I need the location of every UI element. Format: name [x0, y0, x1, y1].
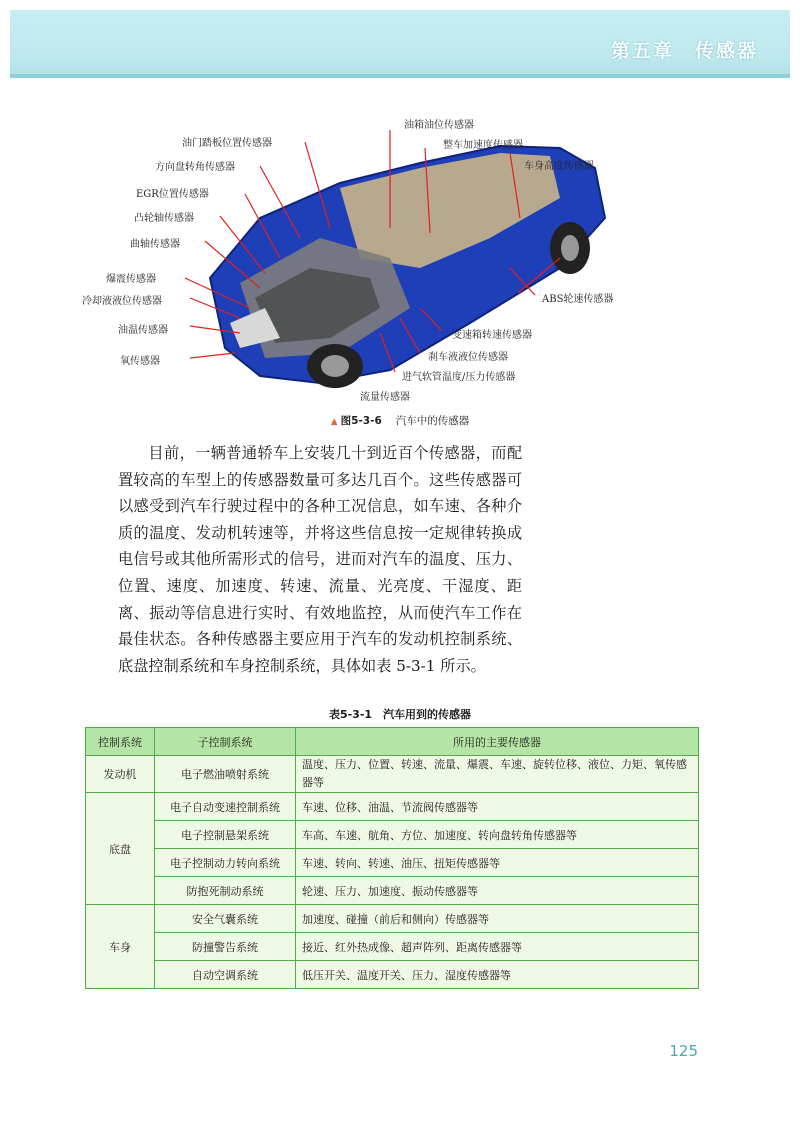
subsystem-cell: 防抱死制动系统 [155, 877, 296, 905]
sensors-cell: 接近、红外热成像、超声阵列、距离传感器等 [296, 933, 699, 961]
figure-caption-text: 汽车中的传感器 [395, 415, 470, 427]
sensors-cell: 车速、位移、油温、节流阀传感器等 [296, 793, 699, 821]
label-knock-sensor: 爆震传感器 [106, 274, 156, 285]
figure-caption [0, 413, 800, 428]
car-sensor-figure [82, 108, 710, 403]
sensors-cell: 加速度、碰撞（前后和侧向）传感器等 [296, 905, 699, 933]
system-cell: 车身 [86, 905, 155, 989]
sensors-cell: 车高、车速、航角、方位、加速度、转向盘转角传感器等 [296, 821, 699, 849]
table-row [86, 849, 699, 877]
system-cell: 底盘 [86, 793, 155, 905]
sensors-cell: 车速、转向、转速、油压、扭矩传感器等 [296, 849, 699, 877]
label-body-height-sensor: 车身高度传感器 [524, 161, 594, 172]
system-cell: 发动机 [86, 756, 155, 793]
subsystem-cell: 自动空调系统 [155, 961, 296, 989]
sensor-table [85, 727, 699, 989]
sensors-cell: 低压开关、温度开关、压力、湿度传感器等 [296, 961, 699, 989]
label-flow-sensor: 流量传感器 [360, 392, 410, 403]
table-row [86, 905, 699, 933]
label-egr-position-sensor: EGR位置传感器 [136, 189, 209, 200]
table-row [86, 933, 699, 961]
label-oxygen-sensor: 氧传感器 [120, 356, 160, 367]
car-illustration [90, 108, 710, 400]
label-coolant-level-sensor: 冷却液液位传感器 [82, 296, 162, 307]
label-transmission-speed-sensor: 变速箱转速传感器 [452, 330, 532, 341]
label-intake-temp-pressure-sensor: 进气软管温度/压力传感器 [402, 372, 516, 383]
body-paragraph [118, 440, 522, 679]
label-crankshaft-sensor: 曲轴传感器 [130, 239, 180, 250]
sensors-cell: 轮速、压力、加速度、振动传感器等 [296, 877, 699, 905]
subsystem-cell: 电子控制动力转向系统 [155, 849, 296, 877]
table-header-row [86, 728, 699, 756]
table-row [86, 877, 699, 905]
label-abs-wheel-speed-sensor: ABS轮速传感器 [542, 294, 614, 305]
label-throttle-pedal-sensor: 油门踏板位置传感器 [182, 138, 272, 149]
label-brake-fluid-level-sensor: 刹车液液位传感器 [428, 352, 508, 363]
table-row [86, 756, 699, 793]
label-camshaft-sensor: 凸轮轴传感器 [134, 213, 194, 224]
chapter-title: 第五章 传感器 [610, 40, 758, 62]
label-vehicle-acceleration-sensor: 整车加速度传感器 [443, 140, 523, 151]
label-fuel-level-sensor: 油箱油位传感器 [404, 120, 474, 131]
table-title: 表5-3-1 汽车用到的传感器 [328, 708, 472, 721]
figure-number: 图5-3-6 [340, 415, 382, 427]
table-row [86, 821, 699, 849]
paragraph-text: 目前，一辆普通轿车上安装几十到近百个传感器，而配置较高的车型上的传感器数量可多达几百个。这些传感器可以感受到汽车行驶过程中的各种工况信息，如车速、各种介质的温度、发动机转速等，并将这些信息按一定规律转换成电信号或其他所需形式的信号，进而对汽车的温度、压力、位置、速度、加速度、转速、流量、光亮度、干湿度、距离、振动等信息进行实时、有效地监控，从而使汽车工作在最佳状态。各种传感器主要应用于汽车的发动机控制系统、底盘控制系统和车身控制系统，具体如表 5-3-1 所示。 [118, 444, 522, 675]
page-number: 125 [669, 1042, 698, 1060]
subsystem-cell: 电子控制悬架系统 [155, 821, 296, 849]
sensors-cell: 温度、压力、位置、转速、流量、爆震、车速、旋转位移、液位、力矩、氧传感器等 [296, 756, 699, 793]
table-row [86, 793, 699, 821]
header-cell: 控制系统 [86, 728, 155, 756]
subsystem-cell: 电子自动变速控制系统 [155, 793, 296, 821]
label-oil-temp-sensor: 油温传感器 [118, 325, 168, 336]
subsystem-cell: 防撞警告系统 [155, 933, 296, 961]
label-steering-angle-sensor: 方向盘转角传感器 [155, 162, 235, 173]
table-row [86, 961, 699, 989]
triangle-icon: ▲ [330, 417, 338, 427]
subsystem-cell: 安全气囊系统 [155, 905, 296, 933]
header-cell: 子控制系统 [155, 728, 296, 756]
subsystem-cell: 电子燃油喷射系统 [155, 756, 296, 793]
header-cell: 所用的主要传感器 [296, 728, 699, 756]
